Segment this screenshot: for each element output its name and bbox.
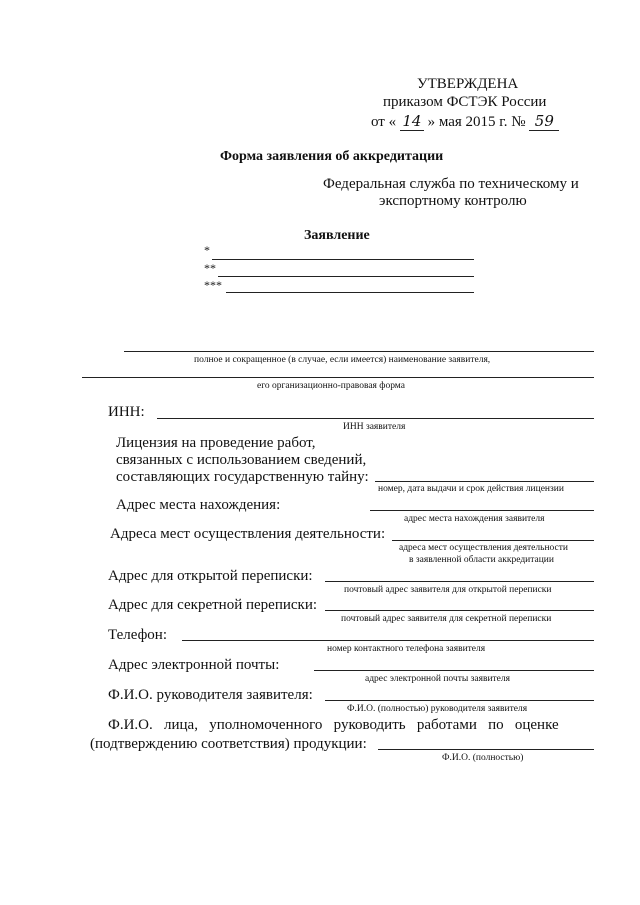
head-label: Ф.И.О. руководителя заявителя: [108, 687, 313, 703]
footnote-line-3[interactable] [226, 292, 474, 293]
activity-caption-2: в заявленной области аккредитации [409, 555, 554, 565]
footnote-mark-1: * [204, 243, 210, 257]
inn-label: ИНН: [108, 404, 145, 420]
open-mail-caption: почтовый адрес заявителя для открытой переписки [344, 585, 552, 595]
approval-title: УТВЕРЖДЕНА [417, 76, 519, 92]
secret-mail-label: Адрес для секретной переписки: [108, 597, 318, 613]
legal-form-line[interactable] [82, 377, 594, 378]
inn-caption: ИНН заявителя [343, 422, 406, 432]
phone-label: Телефон: [108, 627, 167, 643]
activity-field[interactable] [392, 540, 594, 541]
form-title: Форма заявления об аккредитации [220, 149, 444, 164]
email-label: Адрес электронной почты: [108, 657, 280, 673]
email-caption: адрес электронной почты заявителя [365, 674, 511, 684]
legal-form-caption: его организационно-правовая форма [257, 381, 405, 391]
authorized-label-2: (подтверждению соответствия) продукции: [90, 736, 367, 752]
approval-number: 59 [529, 112, 559, 131]
activity-label: Адреса мест осуществления деятельности: [110, 526, 386, 542]
location-field[interactable] [370, 510, 594, 511]
license-label-2: связанных с использованием сведений, [116, 452, 367, 468]
footnote-line-2[interactable] [218, 276, 474, 277]
footnote-mark-2: ** [204, 261, 216, 275]
license-label-3: составляющих государственную тайну: [116, 469, 369, 485]
activity-caption-1: адреса мест осуществления деятельности [399, 543, 568, 553]
addressee-line-2: экспортному контролю [379, 193, 527, 209]
approval-order-line: приказом ФСТЭК России [383, 94, 547, 110]
authorized-field[interactable] [378, 749, 594, 750]
approval-day: 14 [400, 112, 424, 131]
applicant-name-caption: полное и сокращенное (в случае, если имеется) наименование заявителя, [194, 355, 491, 365]
authorized-caption: Ф.И.О. (полностью) [442, 753, 524, 763]
secret-mail-caption: почтовый адрес заявителя для секретной переписки [341, 614, 552, 624]
head-field[interactable] [325, 700, 594, 701]
authorized-label-1: Ф.И.О. лица, уполномоченного руководить работами по оценке [108, 717, 559, 733]
location-caption: адрес места нахождения заявителя [404, 514, 545, 524]
phone-caption: номер контактного телефона заявителя [327, 644, 486, 654]
head-caption: Ф.И.О. (полностью) руководителя заявителя [347, 704, 528, 714]
email-field[interactable] [314, 670, 594, 671]
license-field[interactable] [375, 481, 594, 482]
applicant-name-line[interactable] [124, 351, 594, 352]
doc-title: Заявление [304, 228, 370, 243]
footnote-mark-3: *** [204, 278, 222, 292]
license-label-1: Лицензия на проведение работ, [116, 435, 316, 451]
license-caption: номер, дата выдачи и срок действия лицензии [378, 484, 564, 494]
approval-date-line [371, 112, 559, 131]
open-mail-field[interactable] [325, 581, 594, 582]
open-mail-label: Адрес для открытой переписки: [108, 568, 313, 584]
date-prefix: от « [371, 114, 397, 130]
addressee-line-1: Федеральная служба по техническому и [323, 176, 579, 192]
phone-field[interactable] [182, 640, 594, 641]
date-middle: » мая 2015 г. № [427, 114, 526, 130]
secret-mail-field[interactable] [325, 610, 594, 611]
footnote-line-1[interactable] [212, 259, 474, 260]
inn-field[interactable] [157, 418, 594, 419]
location-label: Адрес места нахождения: [116, 497, 281, 513]
